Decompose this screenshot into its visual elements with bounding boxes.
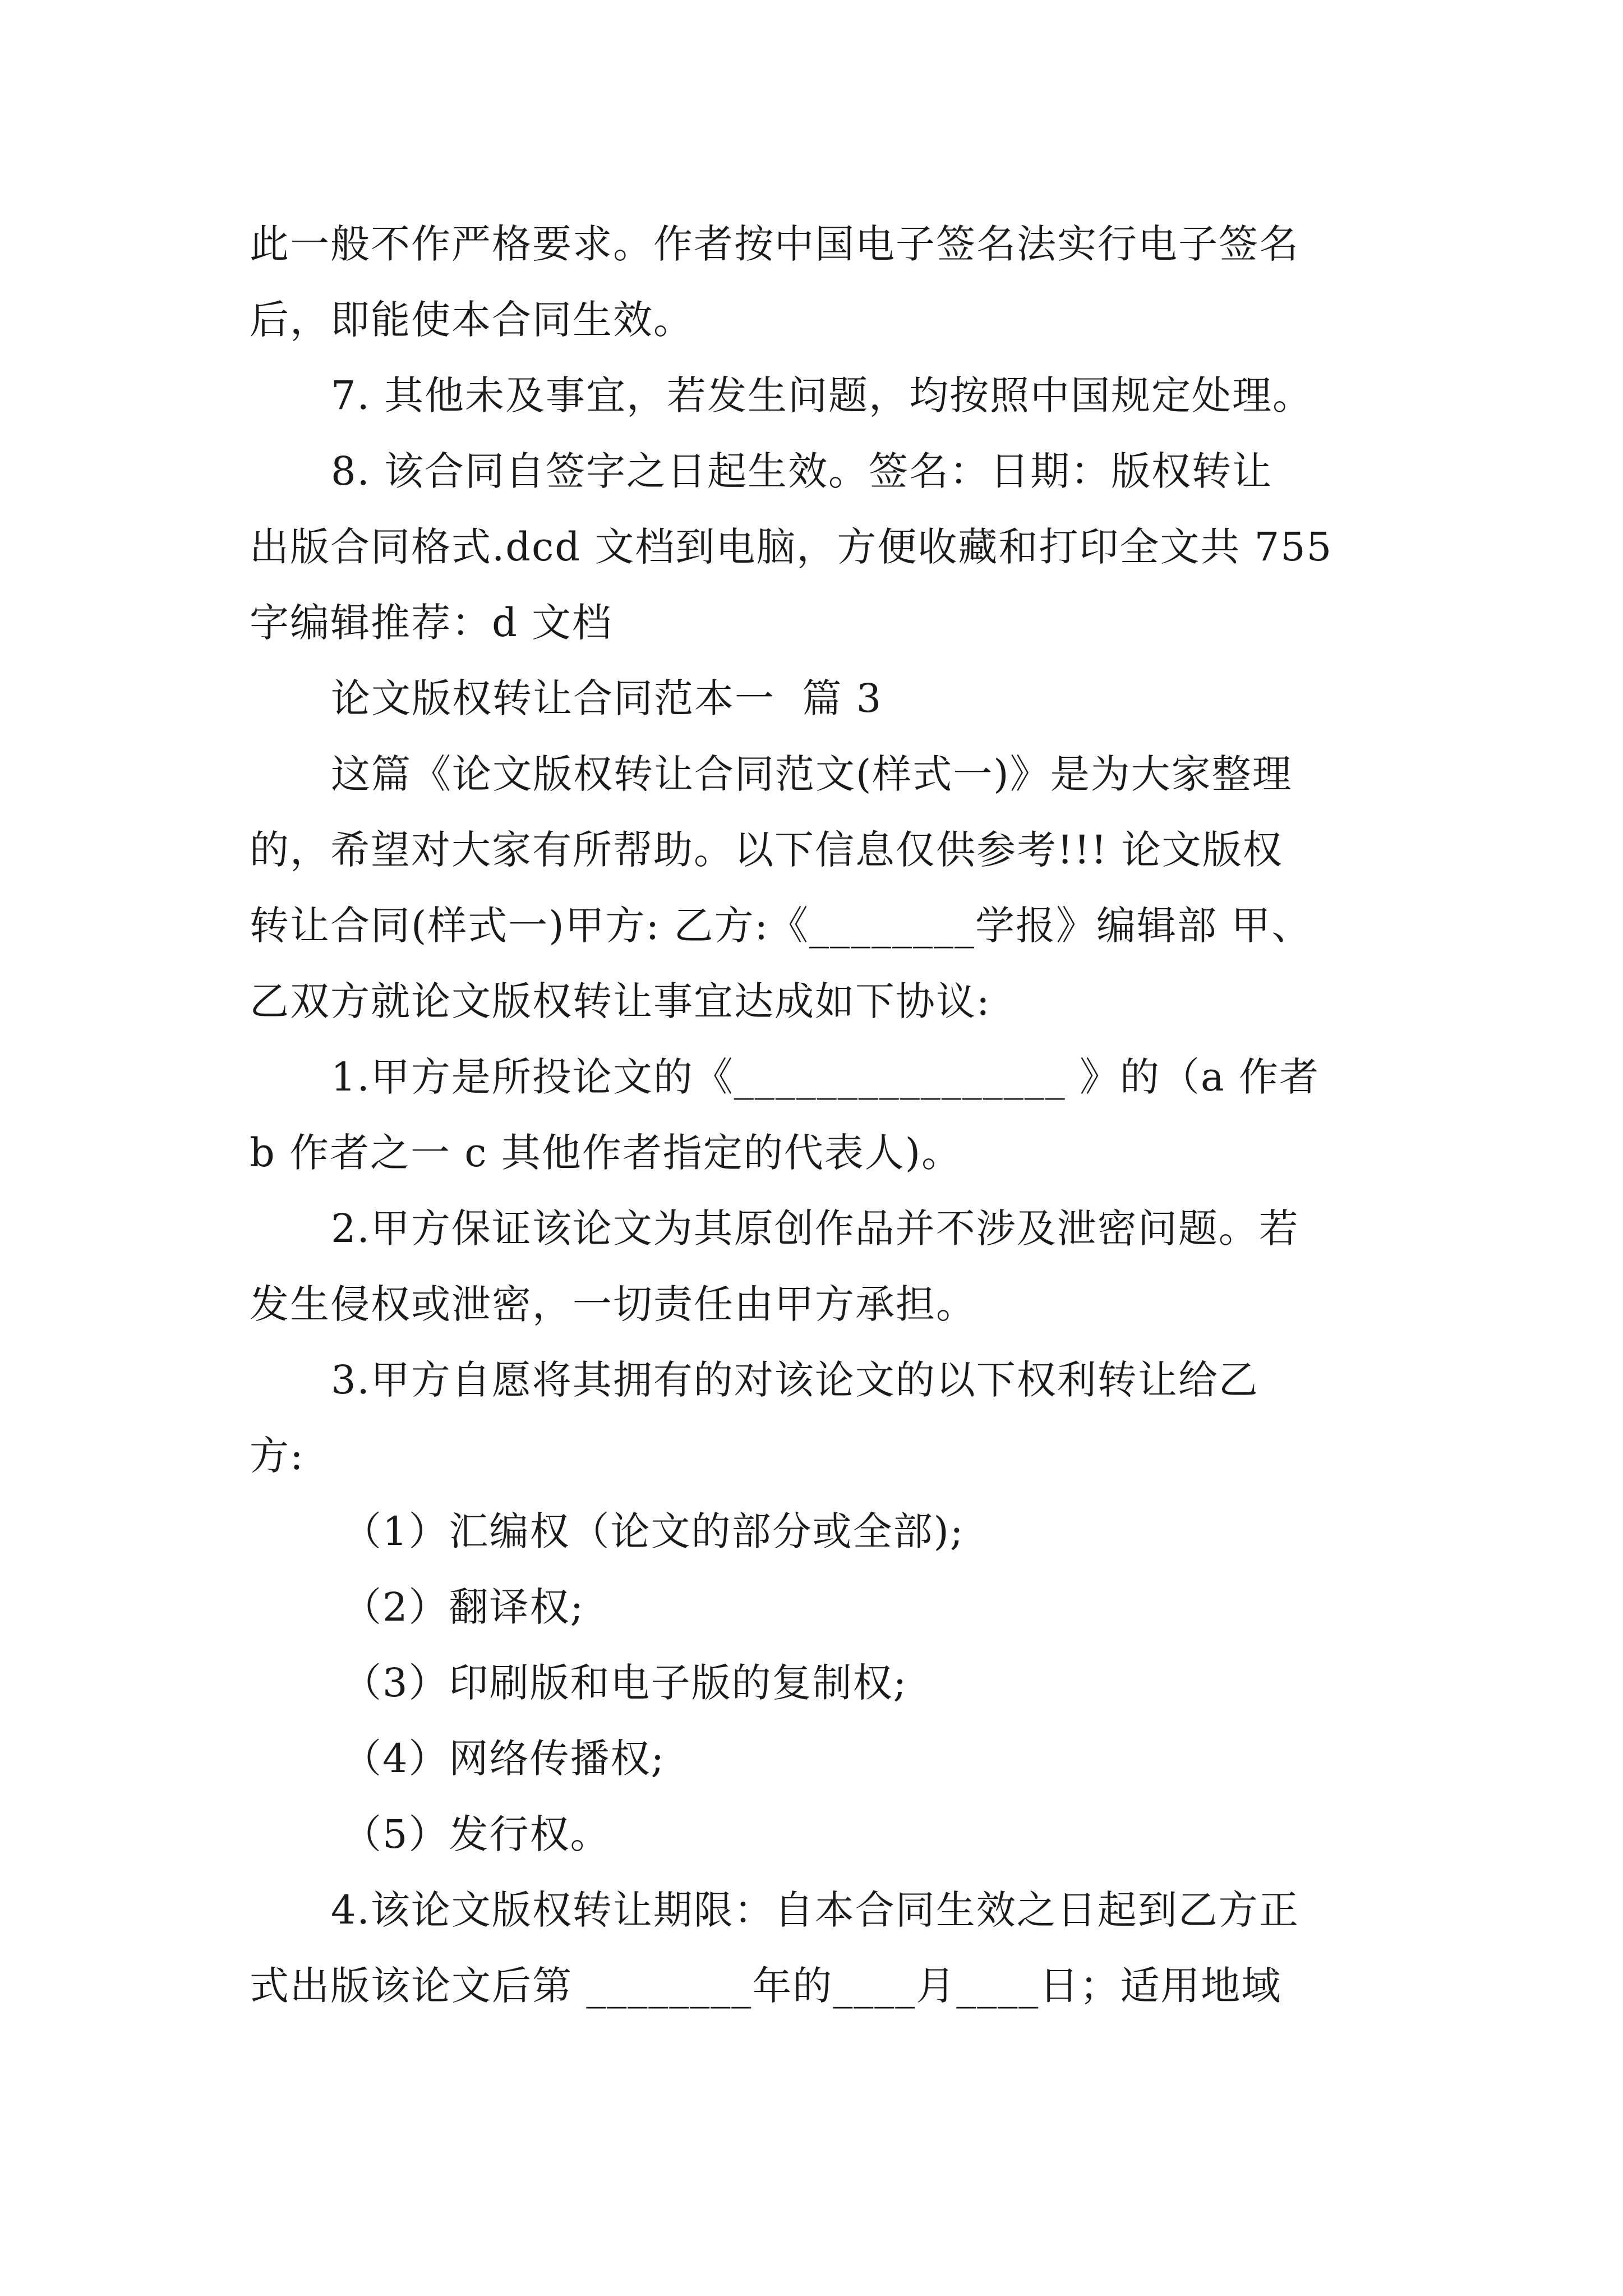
section-heading: 论文版权转让合同范本一 篇 3 xyxy=(331,675,883,721)
text-line: 出版合同格式.dcd 文档到电脑，方便收藏和打印全文共 755 xyxy=(250,524,1333,570)
text-line: 方: xyxy=(250,1433,305,1479)
text-line: 乙双方就论文版权转让事宜达成如下协议: xyxy=(250,978,991,1024)
text-line: 8. 该合同自签字之日起生效。签名：日期：版权转让 xyxy=(331,448,1273,494)
list-item: （1）汇编权（论文的部分或全部); xyxy=(342,1508,965,1554)
text-line: 3.甲方自愿将其拥有的对该论文的以下权利转让给乙 xyxy=(331,1357,1259,1403)
list-item: （5）发行权。 xyxy=(342,1811,611,1857)
text-line: 后，即能使本合同生效。 xyxy=(250,297,694,343)
text-line: b 作者之一 c 其他作者指定的代表人)。 xyxy=(250,1130,962,1176)
text-line: 此一般不作严格要求。作者按中国电子签名法实行电子签名 xyxy=(250,221,1299,267)
text-line: 字编辑推荐：d 文档 xyxy=(250,600,613,646)
text-line: 4.该论文版权转让期限：自本合同生效之日起到乙方正 xyxy=(331,1887,1299,1933)
text-line: 发生侵权或泄密，一切责任由甲方承担。 xyxy=(250,1281,976,1327)
list-item: （2）翻译权; xyxy=(342,1584,585,1630)
text-line: 这篇《论文版权转让合同范文(样式一)》是为大家整理 xyxy=(331,751,1293,797)
text-line: 式出版该论文后第 ________年的____月____日；适用地域 xyxy=(250,1963,1282,2009)
text-line: 转让合同(样式一)甲方: 乙方:《________学报》编辑部 甲、 xyxy=(250,903,1312,949)
text-line: 的，希望对大家有所帮助。以下信息仅供参考!!! 论文版权 xyxy=(250,827,1283,873)
list-item: （3）印刷版和电子版的复制权; xyxy=(342,1660,908,1706)
text-line: 1.甲方是所投论文的《________________ 》的（a 作者 xyxy=(331,1054,1320,1100)
text-line: 2.甲方保证该论文为其原创作品并不涉及泄密问题。若 xyxy=(331,1205,1299,1251)
list-item: （4）网络传播权; xyxy=(342,1736,666,1782)
text-line: 7. 其他未及事宜，若发生问题，均按照中国规定处理。 xyxy=(331,372,1313,418)
